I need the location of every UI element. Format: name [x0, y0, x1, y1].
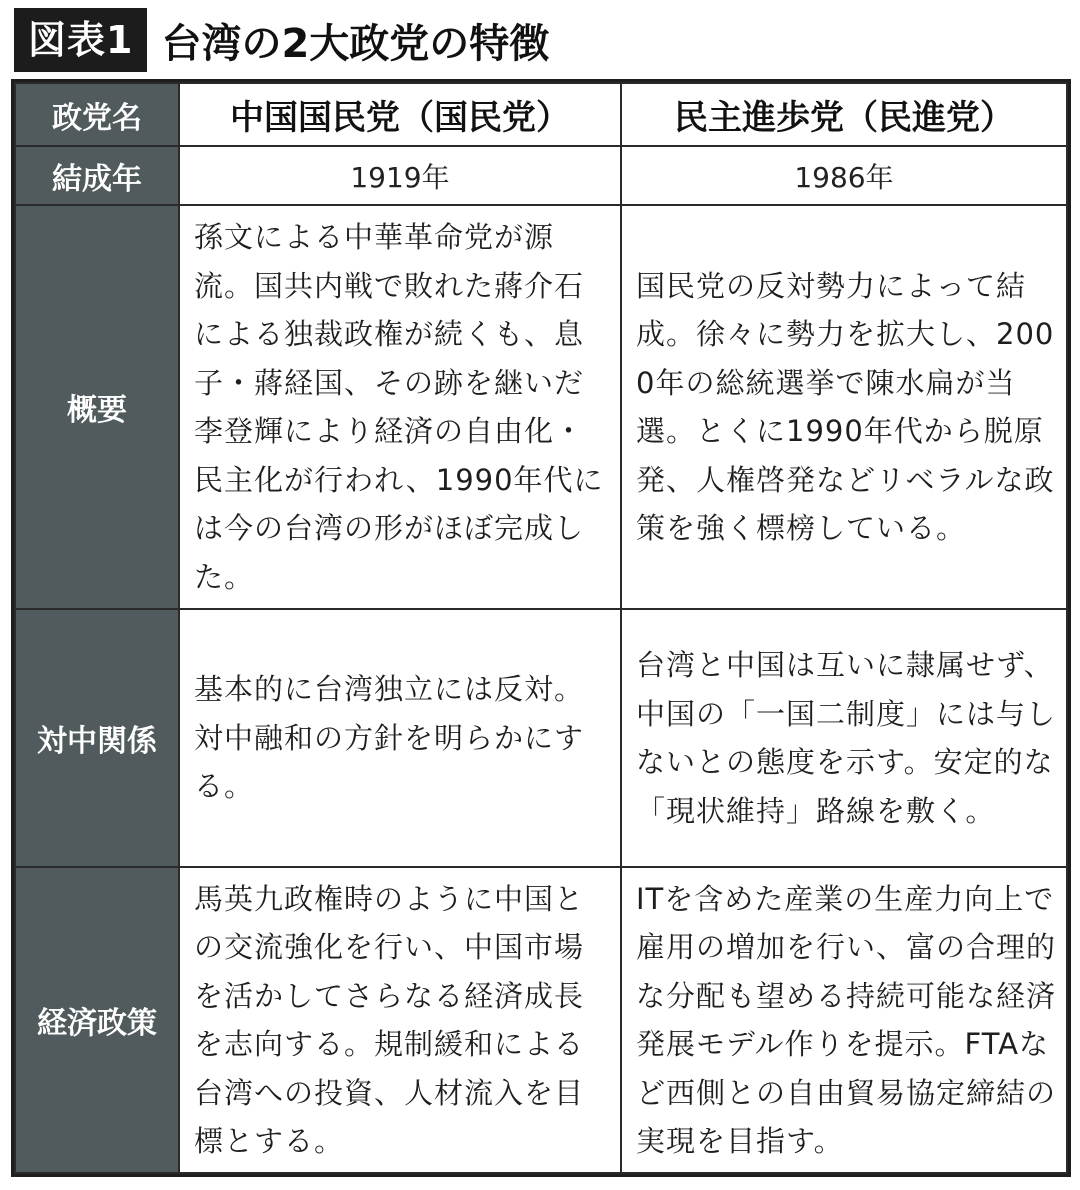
dpp-founded-year: 1986年 — [621, 146, 1067, 205]
table-row — [15, 205, 1067, 609]
dpp-economic-policy: ITを含めた産業の生産力向上で雇用の増加を行い、富の合理的な分配も望める持続可能な経済発展モデル作りを提示。FTAなど西側との自由貿易協定締結の実現を目指す。 — [621, 867, 1067, 1173]
figure-label: 図表1 — [14, 8, 147, 72]
row-header-economic-policy: 経済政策 — [15, 867, 179, 1173]
row-header-party-name: 政党名 — [15, 83, 179, 146]
party-name-dpp: 民主進歩党（民進党） — [621, 83, 1067, 146]
kmt-economic-policy: 馬英九政権時のように中国との交流強化を行い、中国市場を活かしてさらなる経済成長を志向する。規制緩和による台湾への投資、人材流入を目標とする。 — [179, 867, 621, 1173]
dpp-overview: 国民党の反対勢力によって結成。徐々に勢力を拡大し、2000年の総統選挙で陳水扁が当選。とくに1990年代から脱原発、人権啓発などリベラルな政策を強く標榜している。 — [621, 205, 1067, 609]
figure-title-bar — [14, 8, 549, 72]
figure-title: 台湾の2大政党の特徴 — [161, 20, 550, 67]
kmt-overview: 孫文による中華革命党が源流。国共内戦で敗れた蔣介石による独裁政権が続くも、息子・蔣経国、その跡を継いだ李登輝により経済の自由化・民主化が行われ、1990年代には今の台湾の形がほぼ完成した。 — [179, 205, 621, 609]
party-comparison-table — [14, 82, 1068, 1174]
row-header-overview: 概要 — [15, 205, 179, 609]
kmt-china-relations: 基本的に台湾独立には反対。対中融和の方針を明らかにする。 — [179, 609, 621, 867]
table-row — [15, 867, 1067, 1173]
dpp-china-relations: 台湾と中国は互いに隷属せず、中国の「一国二制度」には与しないとの態度を示す。安定的な「現状維持」路線を敷く。 — [621, 609, 1067, 867]
row-header-china-relations: 対中関係 — [15, 609, 179, 867]
party-name-kmt: 中国国民党（国民党） — [179, 83, 621, 146]
kmt-founded-year: 1919年 — [179, 146, 621, 205]
table-row — [15, 146, 1067, 205]
table-row — [15, 609, 1067, 867]
row-header-founded: 結成年 — [15, 146, 179, 205]
table-header-row — [15, 83, 1067, 146]
